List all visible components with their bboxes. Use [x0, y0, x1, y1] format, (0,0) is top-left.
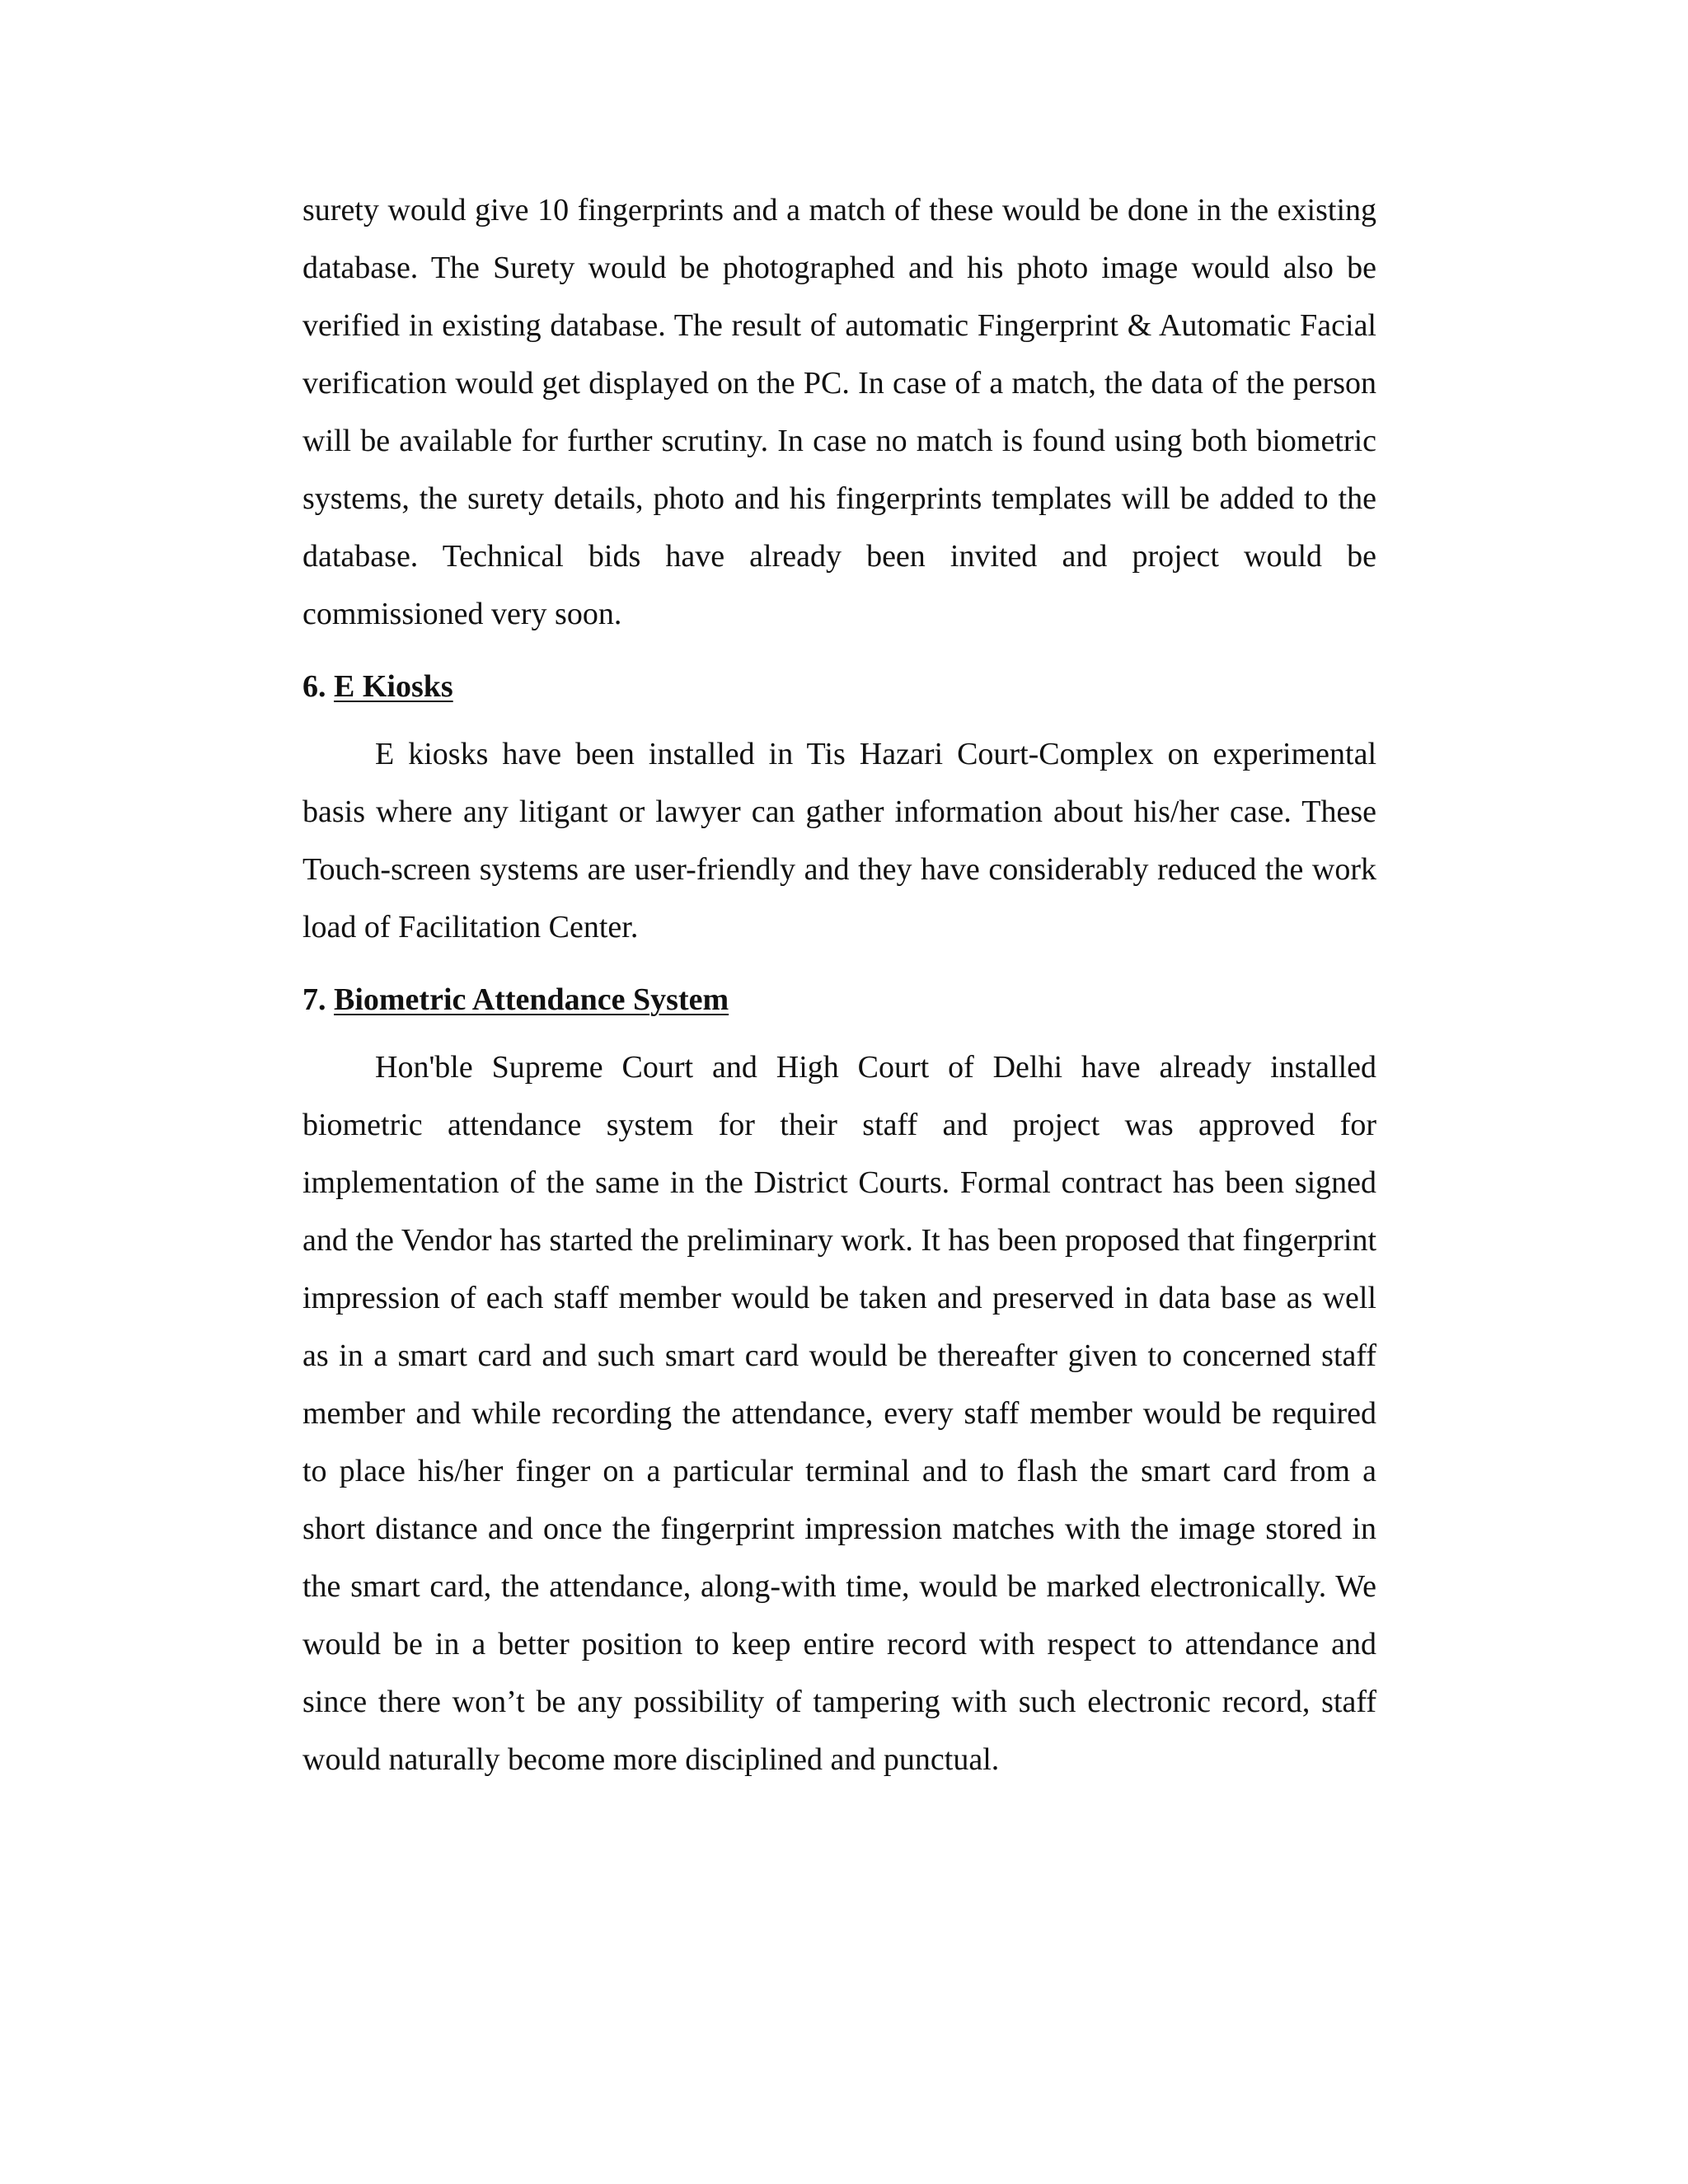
section-title: E Kiosks	[334, 669, 453, 704]
section-heading-biometric-attendance	[302, 971, 1376, 1029]
paragraph-biometric-attendance: Hon'ble Supreme Court and High Court of Delhi have already installed biometric attendance system for their staff and project was approved for implementation of the same in the District Courts. Formal contract has been signed and the Vendor has started the preliminary work. It has been proposed that fingerprint impression of each staff member would be taken and preserved in data base as well as in a smart card and such smart card would be thereafter given to concerned staff member and while recording the attendance, every staff member would be required to place his/her finger on a particular terminal and to flash the smart card from a short distance and once the fingerprint impression matches with the image stored in the smart card, the attendance, along-with time, would be marked electronically. We would be in a better position to keep entire record with respect to attendance and since there won’t be any possibility of tampering with such electronic record, staff would naturally become more disciplined and punctual.	[302, 1050, 1376, 1777]
paragraph-e-kiosks: E kiosks have been installed in Tis Hazari Court-Complex on experimental basis where any litigant or lawyer can gather information about his/her case. These Touch-screen systems are user-friendly and they have considerably reduced the work load of Facilitation Center.	[302, 737, 1376, 944]
paragraph-surety-verification: surety would give 10 fingerprints and a match of these would be done in the existing database. The Surety would be photographed and his photo image would also be verified in existing database. The result of automatic Fingerprint & Automatic Facial verification would get displayed on the PC. In case of a match, the data of the person will be available for further scrutiny. In case no match is found using both biometric systems, the surety details, photo and his fingerprints templates will be added to the database. Technical bids have already been invited and project would be commissioned very soon.	[302, 193, 1376, 631]
section-heading-e-kiosks	[302, 658, 1376, 715]
section-number: 6.	[302, 669, 326, 704]
section-title: Biometric Attendance System	[334, 982, 729, 1017]
document-body	[302, 181, 1376, 1788]
section-number: 7.	[302, 982, 326, 1017]
